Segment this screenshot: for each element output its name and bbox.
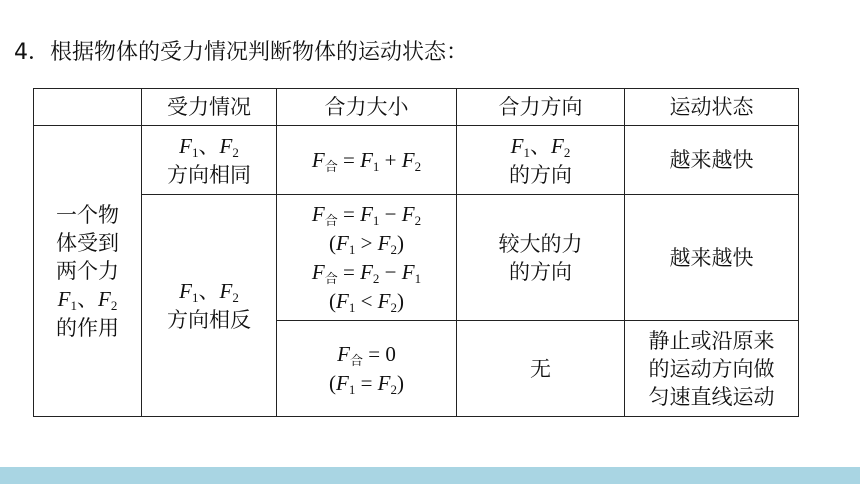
direction-line-1: 较大的力 bbox=[498, 231, 583, 256]
header-motion-state: 运动状态 bbox=[625, 89, 799, 126]
forces-f1-f2: $F_1$、$F_2$ bbox=[179, 279, 239, 305]
net-direction-cell-2 bbox=[457, 195, 625, 321]
net-direction-cell-3: 无 bbox=[457, 321, 625, 417]
table-row bbox=[34, 126, 799, 195]
net-direction-cell-1 bbox=[457, 126, 625, 195]
object-line-forces: $F_1$、$F_2$ bbox=[57, 286, 118, 313]
object-description-cell bbox=[34, 126, 142, 417]
header-force-case: 受力情况 bbox=[142, 89, 277, 126]
condition-eq: $(F_1 = F_2)$ bbox=[329, 370, 404, 397]
direction-forces: $F_1$、$F_2$ bbox=[510, 133, 571, 160]
force-case-opposite-direction bbox=[142, 195, 277, 417]
object-line-5: 的作用 bbox=[56, 315, 119, 340]
object-line-1: 一个物 bbox=[56, 202, 119, 227]
bottom-band bbox=[0, 467, 860, 484]
force-case-text: 方向相同 bbox=[167, 162, 251, 187]
direction-line-2: 的方向 bbox=[509, 259, 572, 284]
condition-lt: $(F_1 < F_2)$ bbox=[329, 288, 404, 315]
net-force-sum-cell bbox=[277, 126, 457, 195]
motion-state-cell-3 bbox=[625, 321, 799, 417]
question-heading: 4．根据物体的受力情况判断物体的运动状态： bbox=[14, 40, 468, 65]
direction-suffix: 的方向 bbox=[509, 162, 572, 187]
motion-state-cell-1: 越来越快 bbox=[625, 126, 799, 195]
net-force-zero-cell bbox=[277, 321, 457, 417]
table-row bbox=[34, 195, 799, 321]
formula-zero: $F_合 = 0$ bbox=[337, 341, 396, 369]
motion-line-2: 的运动方向做 bbox=[648, 356, 775, 381]
formula-sum: $F_合 = F_1 + F_2$ bbox=[311, 147, 422, 175]
header-net-force-direction: 合力方向 bbox=[457, 89, 625, 126]
formula-diff-1: $F_合 = F_1 - F_2$ bbox=[311, 201, 422, 229]
motion-line-1: 静止或沿原来 bbox=[648, 328, 775, 353]
motion-line-3: 匀速直线运动 bbox=[648, 384, 775, 409]
force-motion-table bbox=[33, 88, 799, 417]
object-line-2: 体受到 bbox=[56, 230, 119, 255]
formula-diff-2: $F_合 = F_2 - F_1$ bbox=[311, 259, 422, 287]
header-net-force-magnitude: 合力大小 bbox=[277, 89, 457, 126]
force-case-text: 方向相反 bbox=[167, 308, 251, 332]
object-line-3: 两个力 bbox=[56, 258, 119, 283]
condition-gt: $(F_1 > F_2)$ bbox=[329, 230, 404, 257]
header-cell-empty bbox=[34, 89, 142, 126]
motion-state-cell-2: 越来越快 bbox=[625, 195, 799, 321]
force-case-same-direction bbox=[142, 126, 277, 195]
forces-f1-f2: $F_1$、$F_2$ bbox=[179, 133, 239, 160]
header-row bbox=[34, 89, 799, 126]
net-force-difference-cell bbox=[277, 195, 457, 321]
